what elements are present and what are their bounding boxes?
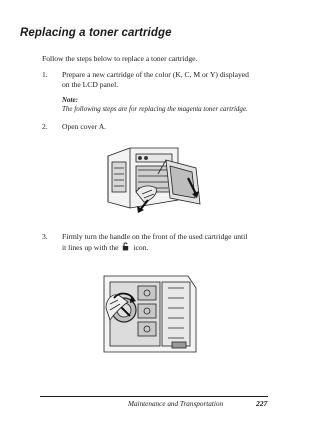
note-text: The following steps are for replacing the magenta toner cartridge. [62,105,248,113]
step-line: Prepare a new cartridge of the color (K, C, M or Y) displayed [62,70,249,79]
note [62,96,248,114]
page-number: 227 [256,399,268,408]
step-text [62,232,272,253]
step-number: 1. [42,70,48,79]
step-line: icon. [133,243,149,252]
footer-section-title: Maintenance and Transportation [128,400,224,408]
step-text: Open cover A. [62,122,107,131]
step-number: 3. [42,232,48,241]
note-label: Note: [62,96,78,104]
cartridge-handle-illustration [98,268,206,356]
step-line: on the LCD panel. [62,80,119,89]
page-heading: Replacing a toner cartridge [20,27,172,39]
step-line: Firmly turn the handle on the front of the used cartridge until [62,232,248,241]
step-text [62,70,272,90]
footer-rule [40,396,268,397]
intro-text: Follow the steps below to replace a toner cartridge. [42,54,198,63]
printer-cover-open-illustration [100,138,210,216]
step-line: it lines up with the [62,243,119,252]
step-number: 2. [42,122,48,131]
unlock-icon [122,242,129,251]
